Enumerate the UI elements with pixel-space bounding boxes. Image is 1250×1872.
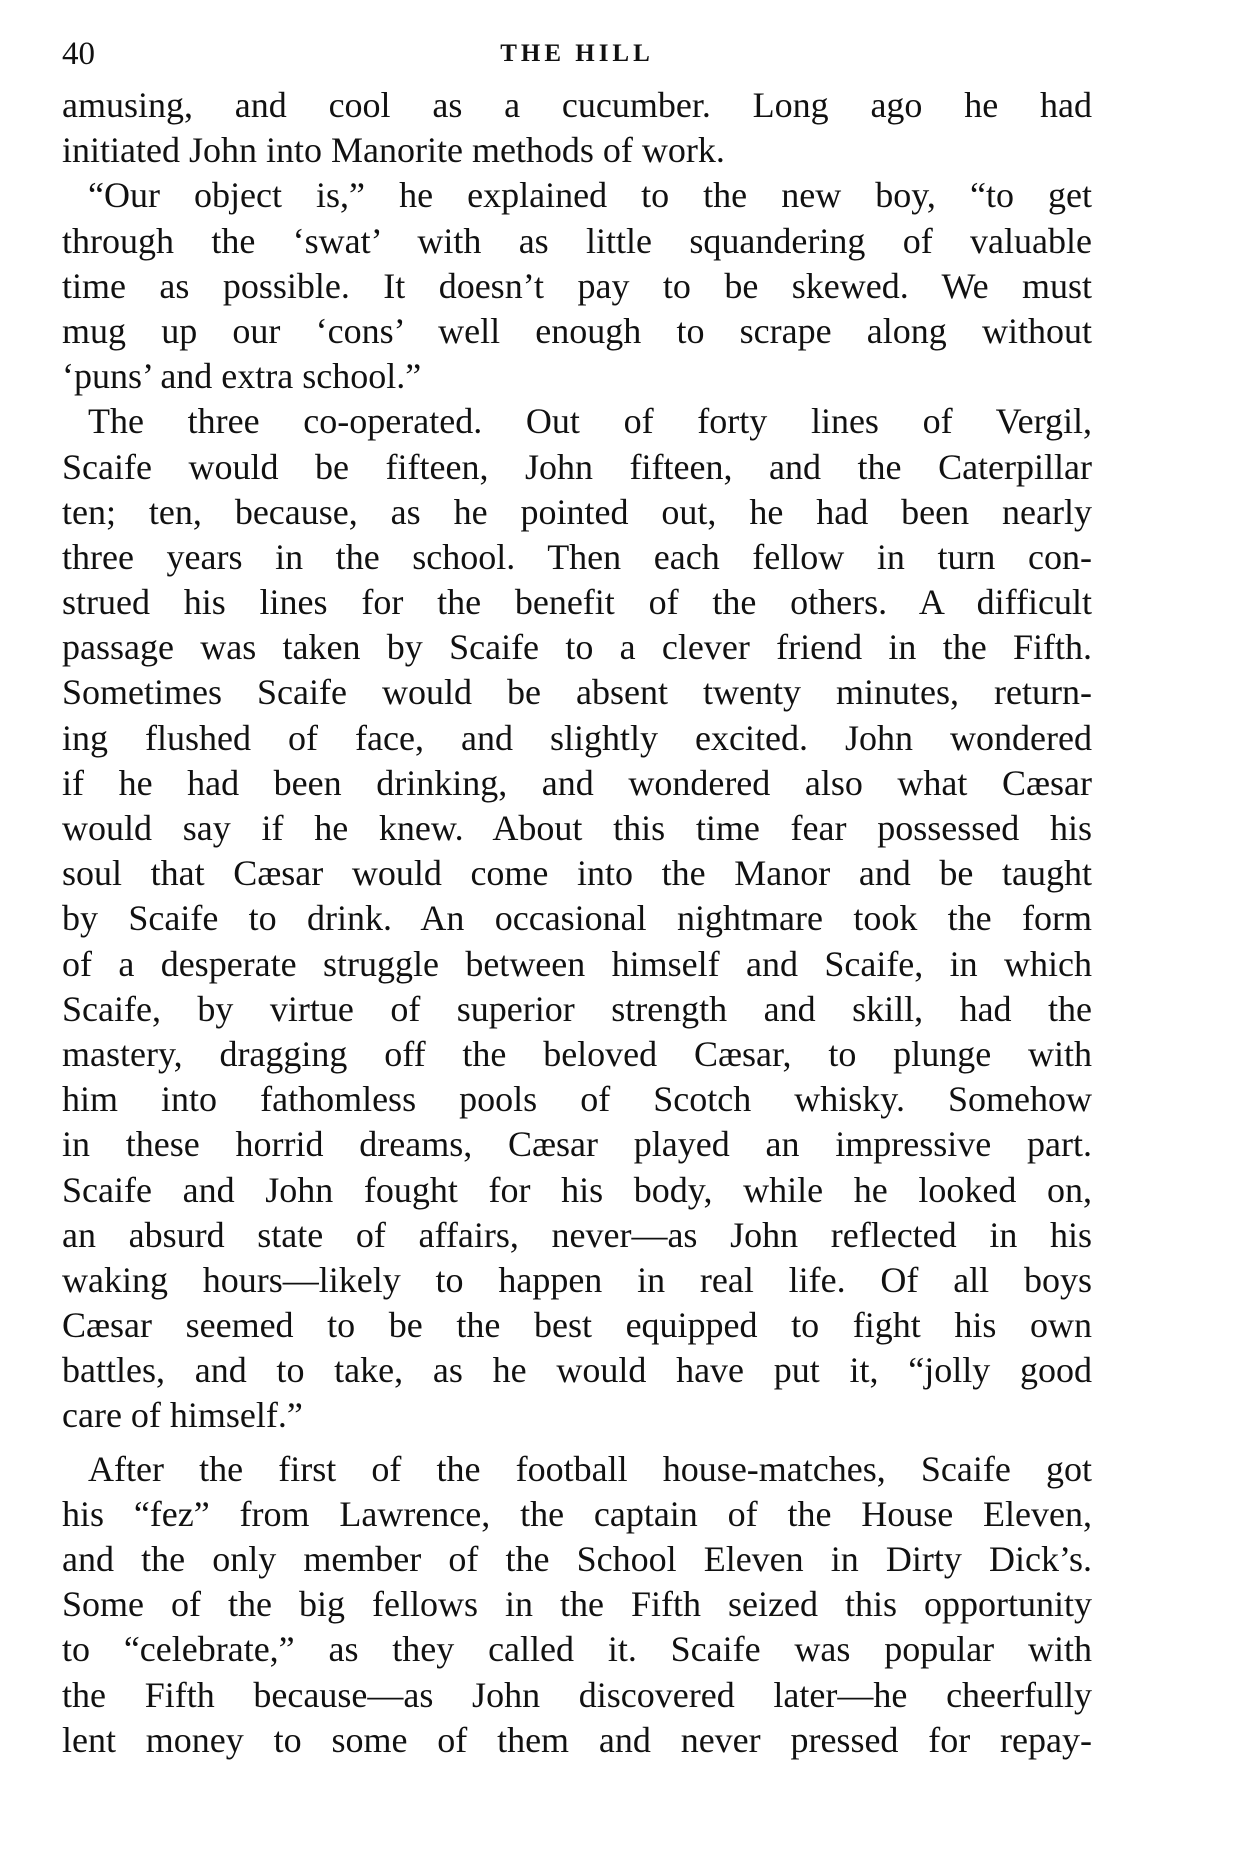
page-number: 40 bbox=[62, 36, 95, 72]
text-line: if he had been drinking, and wondered also what Cæsar bbox=[62, 762, 1092, 803]
text-line: strued his lines for the benefit of the others. A difficult bbox=[62, 582, 1092, 623]
paragraph-gap bbox=[62, 1439, 1092, 1447]
text-line: The three co-operated. Out of forty lines of Vergil, bbox=[88, 401, 1092, 442]
text-line: mug up our ‘cons’ well enough to scrape along without bbox=[62, 310, 1092, 351]
text-line: in these horrid dreams, Cæsar played an impressive part. bbox=[62, 1124, 1092, 1165]
text-line: “Our object is,” he explained to the new boy, “to get bbox=[88, 175, 1092, 216]
text-line: initiated John into Manorite methods of work. bbox=[62, 130, 725, 171]
text-line: time as possible. It doesn’t pay to be skewed. We must bbox=[62, 265, 1092, 306]
text-line: battles, and to take, as he would have put it, “jolly good bbox=[62, 1350, 1092, 1391]
running-title: THE HILL bbox=[500, 40, 654, 67]
body-text bbox=[62, 83, 1092, 1763]
text-line: care of himself.” bbox=[62, 1395, 303, 1436]
text-line: After the first of the football house-matches, Scaife got bbox=[88, 1448, 1092, 1489]
text-line: Cæsar seemed to be the best equipped to fight his own bbox=[62, 1305, 1092, 1346]
text-line: Scaife and John fought for his body, while he looked on, bbox=[62, 1169, 1092, 1210]
text-line: to “celebrate,” as they called it. Scaife was popular with bbox=[62, 1629, 1092, 1670]
text-line: ‘puns’ and extra school.” bbox=[62, 356, 422, 397]
text-line: Scaife, by virtue of superior strength and skill, had the bbox=[62, 988, 1092, 1029]
text-line: of a desperate struggle between himself and Scaife, in which bbox=[62, 943, 1092, 984]
page-header bbox=[62, 30, 1092, 78]
text-line: amusing, and cool as a cucumber. Long ago he had bbox=[62, 85, 1092, 125]
text-line: an absurd state of affairs, never—as John reflected in his bbox=[62, 1214, 1092, 1255]
text-line: passage was taken by Scaife to a clever friend in the Fifth. bbox=[62, 627, 1092, 668]
text-line: three years in the school. Then each fellow in turn con- bbox=[62, 536, 1092, 577]
text-line: would say if he knew. About this time fear possessed his bbox=[62, 808, 1092, 848]
text-line: by Scaife to drink. An occasional nightmare took the form bbox=[62, 898, 1092, 939]
text-line: soul that Cæsar would come into the Manor and be taught bbox=[62, 853, 1092, 894]
text-line: the Fifth because—as John discovered later—he cheerfully bbox=[62, 1674, 1092, 1715]
text-line: waking hours—likely to happen in real life. Of all boys bbox=[62, 1259, 1092, 1300]
text-line: ten; ten, because, as he pointed out, he had been nearly bbox=[62, 491, 1092, 532]
text-line: and the only member of the School Eleven in Dirty Dick’s. bbox=[62, 1539, 1092, 1579]
text-line: ing flushed of face, and slightly excited. John wondered bbox=[62, 717, 1092, 758]
text-line: mastery, dragging off the beloved Cæsar, to plunge with bbox=[62, 1033, 1092, 1074]
text-line: Sometimes Scaife would be absent twenty minutes, return- bbox=[62, 672, 1092, 713]
text-line: Some of the big fellows in the Fifth seized this opportunity bbox=[62, 1584, 1092, 1625]
book-page bbox=[62, 0, 1092, 1872]
text-line: through the ‘swat’ with as little squandering of valuable bbox=[62, 220, 1092, 261]
text-line: his “fez” from Lawrence, the captain of the House Eleven, bbox=[62, 1493, 1092, 1534]
text-line: Scaife would be fifteen, John fifteen, and the Caterpillar bbox=[62, 446, 1092, 487]
text-line: him into fathomless pools of Scotch whisky. Somehow bbox=[62, 1079, 1092, 1120]
text-line: lent money to some of them and never pressed for repay- bbox=[62, 1719, 1092, 1760]
